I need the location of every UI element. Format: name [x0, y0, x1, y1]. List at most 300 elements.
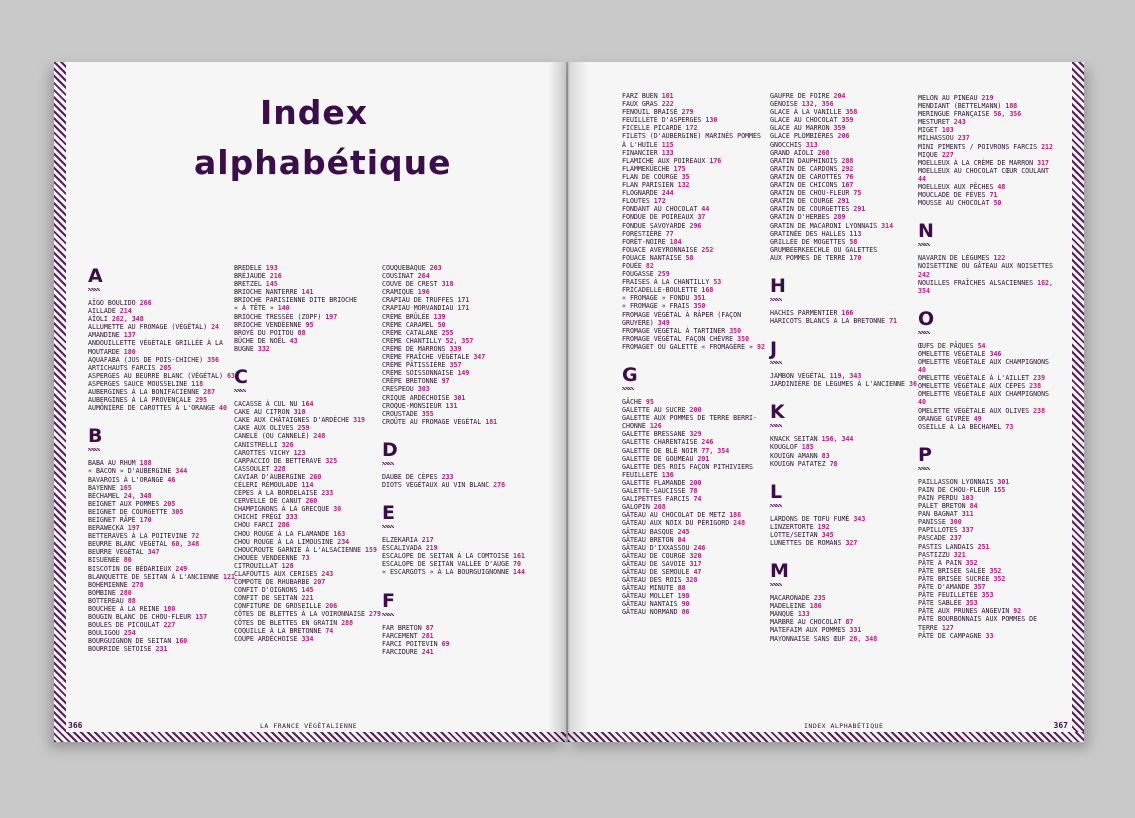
entry-page-numbers: 331 [849, 626, 862, 635]
entry-page-numbers: 141 [301, 288, 314, 297]
index-column-6 [918, 94, 1068, 640]
entry-label: CONFIT D'OIGNONS [234, 586, 298, 595]
entry-label: « ESCARGOTS » À LA BOURGUIGNONNE [382, 568, 510, 577]
entry-label: MACARONADE [770, 594, 810, 603]
entry-page-numbers: 63 [226, 371, 235, 380]
index-entry [88, 581, 234, 589]
entry-page-numbers: 328 [685, 576, 698, 585]
entry-page-numbers: 305 [171, 507, 184, 516]
entry-label: BOUCHÉE À LA REINE [88, 605, 160, 613]
entry-page-numbers: 206 [325, 602, 338, 611]
index-entry [88, 597, 234, 605]
entry-label: PÂTE FEUILLETÉE [918, 591, 978, 600]
entry-label: BEURRE BLANC VÉGÉTAL [88, 540, 168, 549]
entry-page-numbers: 227 [941, 150, 954, 159]
index-column-2 [234, 264, 380, 643]
entry-label: GÂTEAU MOLLET [622, 592, 674, 601]
section-letter-underline [88, 448, 100, 451]
index-entry [770, 460, 918, 468]
entry-page-numbers: 353 [965, 599, 978, 608]
entry-page-numbers: 352 [989, 566, 1002, 575]
entry-label: GALETTE BRESSANE [622, 430, 686, 439]
index-entry [234, 473, 380, 481]
entry-page-numbers: 73 [1005, 422, 1014, 431]
index-entry [622, 463, 768, 471]
index-entry [622, 141, 768, 149]
entry-label: BRETZEL [234, 280, 262, 289]
index-entry [88, 556, 234, 564]
section-spacer [88, 412, 234, 426]
entry-label: GRILLÉE DE MOGETTES [770, 237, 846, 246]
entry-label: COMPOTE DE RHUBARBE [234, 578, 310, 587]
section-letter: P [918, 443, 932, 466]
entry-label: FAUX GRAS [622, 100, 658, 109]
index-entry [234, 578, 380, 586]
section-letter: B [88, 425, 103, 448]
entry-label: PAN BAGNAT [918, 510, 958, 519]
index-entry [234, 280, 380, 288]
entry-label: PÂTE BRISÉE SALÉE [918, 566, 986, 575]
entry-page-numbers: 344 [175, 467, 188, 476]
section-spacer [770, 325, 918, 339]
index-entry [918, 271, 1068, 279]
index-entry [918, 143, 1068, 151]
index-entry [234, 465, 380, 473]
index-entry [382, 418, 562, 426]
entry-label: CHAMPIGNONS À LA GRECQUE [234, 505, 330, 514]
entry-page-numbers: 286 [277, 521, 290, 530]
right-page-number: 367 [1053, 721, 1068, 730]
entry-label: GALETTE DE GOUMEAU [622, 454, 694, 463]
entry-label: GALETTE DE BLÉ NOIR [622, 446, 698, 455]
index-entry [382, 377, 562, 385]
index-entry [770, 317, 918, 325]
entry-label: PANISSE [918, 518, 946, 527]
entry-page-numbers: 228 [273, 464, 286, 473]
index-entry [622, 197, 768, 205]
entry-page-numbers: 352 [965, 558, 978, 567]
entry-page-numbers: 88 [677, 584, 686, 593]
entry-page-numbers: 352 [993, 574, 1006, 583]
entry-page-numbers: 200 [689, 406, 702, 415]
entry-label: ESCALIVADA [382, 544, 422, 553]
entry-page-numbers: 346 [989, 349, 1002, 358]
entry-label: OMELETTE VÉGÉTALE AUX CHAMPIGNONS [918, 390, 1050, 399]
entry-label: BUGNE [234, 344, 254, 353]
entry-page-numbers: 50 [993, 199, 1002, 208]
entry-label: PÂTE BRISÉE SUCRÉE [918, 574, 990, 583]
index-entry [234, 272, 380, 280]
entry-label: BAYENNE [88, 483, 116, 492]
index-entry [918, 110, 1068, 118]
entry-label: OSEILLE À LA BÉCHAMEL [918, 422, 1002, 431]
index-entry [234, 513, 380, 521]
entry-label: DAUBE DE CÈPES [382, 472, 438, 481]
entry-page-numbers: 301 [997, 477, 1010, 486]
entry-page-numbers: 164 [301, 400, 314, 409]
index-entry [918, 510, 1068, 518]
index-entry [918, 199, 1068, 207]
index-entry [622, 116, 768, 124]
entry-label: CÔTES DE BLETTES À LA VOIRONNAISE [234, 610, 366, 619]
entry-page-numbers: 244 [661, 189, 674, 198]
section-letter-underline [918, 331, 930, 334]
section-spacer [770, 468, 918, 482]
entry-page-numbers: 71 [889, 317, 898, 326]
entry-page-numbers: 50 [437, 320, 446, 329]
entry-label: MERINGUE FRANÇAISE [918, 110, 990, 119]
entry-page-numbers: 319 [353, 416, 366, 425]
index-entry [622, 157, 768, 165]
index-entry [234, 619, 380, 627]
index-entry [382, 410, 562, 418]
entry-label: ALLUMETTE AU FROMAGE (VÉGÉTAL) [88, 323, 208, 332]
index-entry [770, 443, 918, 451]
entry-page-numbers: 248 [733, 519, 746, 528]
index-entry [88, 396, 234, 404]
entry-page-numbers: 186 [809, 602, 822, 611]
entry-page-numbers: 242 [918, 270, 930, 279]
entry-page-numbers: 196 [417, 288, 430, 297]
entry-page-numbers: 184 [669, 237, 682, 246]
entry-page-numbers: 128 [281, 561, 294, 570]
entry-label: NOISETTINE OU GÂTEAU AUX NOISETTES [918, 262, 1053, 271]
entry-page-numbers: 214 [119, 307, 132, 316]
index-entry [622, 438, 768, 446]
entry-label: BOURRIDE SÉTOISE [88, 645, 152, 654]
entry-label: CRAPIAU MORVANDIAU [382, 304, 454, 313]
entry-page-numbers: 291 [853, 205, 866, 214]
right-edge-stripe [1072, 62, 1084, 742]
index-entry [88, 621, 234, 629]
section-letter: F [382, 589, 395, 612]
index-entry [622, 286, 768, 294]
index-entry [622, 278, 768, 286]
entry-page-numbers: 133 [661, 148, 674, 157]
entry-label: AMANDINE [88, 331, 120, 340]
entry-label: ANDOUILLETTE VÉGÉTALE GRILLÉE À LA [88, 339, 223, 348]
entry-label: GRATIN DAUPHINOIS [770, 156, 838, 165]
entry-page-numbers: 327 [845, 539, 858, 547]
index-column-4 [622, 92, 768, 617]
entry-label: GÂTEAU MINUTE [622, 584, 674, 593]
index-entry [918, 151, 1068, 159]
index-entry [770, 594, 918, 602]
right-running-footer: INDEX ALPHABÉTIQUE [804, 722, 884, 730]
entry-label: ORANGE GIVRÉE [918, 414, 970, 423]
index-entry [234, 546, 380, 554]
entry-page-numbers: 339 [449, 344, 462, 353]
entry-page-numbers: 204 [833, 92, 846, 100]
entry-page-numbers: 140 [277, 304, 290, 313]
index-entry [382, 345, 562, 353]
entry-page-numbers: 251 [977, 542, 990, 551]
entry-label: MENDIANT (BETTELMANN) [918, 102, 1002, 111]
index-entry [622, 560, 768, 568]
entry-label: OMELETTE VÉGÉTALE AUX CÈPES [918, 382, 1026, 391]
index-entry [770, 173, 918, 181]
index-entry [234, 416, 380, 424]
left-page-number: 366 [68, 721, 83, 730]
entry-label: BEIGNET AUX POMMES [88, 499, 160, 508]
index-entry [918, 486, 1068, 494]
entry-label: CACASSE À CUL NU [234, 400, 298, 409]
entry-page-numbers: 351 [693, 294, 706, 303]
entry-label: GALETTE FLAMANDE [622, 478, 686, 487]
index-entry [88, 573, 234, 581]
entry-page-numbers: 168 [701, 286, 714, 295]
entry-page-numbers: 235 [813, 594, 826, 603]
index-entry [622, 319, 768, 327]
entry-label: CHICHI FRÉGI [234, 513, 282, 522]
entry-page-numbers: 97 [441, 377, 450, 386]
entry-page-numbers: 266 [139, 299, 152, 307]
index-entry [88, 467, 234, 475]
entry-label: HARICOTS BLANCS À LA BRETONNE [770, 317, 886, 326]
entry-page-numbers: 350 [693, 302, 706, 311]
index-entry [622, 294, 768, 302]
section-letter: J [770, 338, 778, 361]
entry-page-numbers: 301 [453, 393, 466, 402]
entry-label: GALETTE CHARENTAISE [622, 438, 698, 447]
index-entry [234, 586, 380, 594]
entry-label: PÂTÉ BOURBONNAIS AUX POMMES DE [918, 615, 1038, 624]
index-entry [88, 372, 234, 380]
index-entry [88, 356, 234, 364]
entry-label: CAROTTES VICHY [234, 448, 290, 457]
entry-label: GRAND AÏOLI [770, 148, 814, 157]
entry-label: GÂTEAU DE SEMOULE [622, 567, 690, 576]
entry-page-numbers: 238 [1029, 382, 1042, 391]
index-entry [918, 390, 1068, 398]
index-entry [382, 280, 562, 288]
index-entry [918, 126, 1068, 134]
entry-label: PÂTÉ AUX PRUNES ANGEVIN [918, 607, 1010, 616]
entry-page-numbers: 24 [211, 323, 220, 332]
entry-label: FLAN PARISIEN [622, 181, 674, 190]
entry-label: MATEFAIM AUX POMMES [770, 626, 846, 635]
entry-page-numbers: 103 [961, 494, 974, 502]
entry-page-numbers: 166 [841, 308, 854, 317]
entry-page-numbers: 101 [661, 92, 674, 100]
entry-label: KOUIGN AMANN [770, 451, 818, 460]
entry-page-numbers: 357 [973, 583, 986, 592]
index-entry [918, 279, 1068, 287]
entry-page-numbers: 69 [441, 639, 450, 648]
entry-label: GALIPETTES FARCIS [622, 495, 690, 504]
entry-label: PASTIS LANDAIS [918, 542, 974, 551]
entry-page-numbers: 318 [441, 280, 454, 289]
section-letter-underline [234, 389, 246, 392]
index-column-1 [88, 266, 234, 654]
index-entry [88, 459, 234, 467]
entry-page-numbers: 115 [661, 140, 674, 149]
index-entry [918, 583, 1068, 591]
entry-page-numbers: 311 [961, 510, 974, 519]
entry-label: TERRE [918, 623, 938, 632]
entry-page-numbers: 60, 348 [171, 540, 200, 549]
entry-label: BRIOCHE VENDÉENNE [234, 320, 302, 329]
entry-label: JAMBON VÉGÉTAL [770, 372, 826, 381]
entry-page-numbers: 212 [1041, 142, 1053, 151]
entry-label: CRÈME CATALANE [382, 328, 438, 337]
entry-page-numbers: 325 [325, 456, 338, 465]
index-entry [234, 337, 380, 345]
entry-label: AUX POMMES DE TERRE [770, 253, 846, 262]
entry-page-numbers: 289 [833, 213, 846, 222]
entry-label: AUBERGINES À LA BONIFACIENNE [88, 388, 200, 397]
entry-page-numbers: 87 [425, 623, 434, 632]
index-entry [770, 380, 918, 388]
index-entry [918, 350, 1068, 358]
section-letter-underline [770, 504, 782, 507]
index-entry [382, 296, 562, 304]
entry-label: GÂTEAU DE SAVOIE [622, 559, 686, 568]
index-entry [234, 321, 380, 329]
entry-page-numbers: 358 [845, 108, 858, 117]
entry-page-numbers: 88 [297, 328, 306, 337]
entry-page-numbers: 345 [821, 530, 834, 539]
section-letter-underline [382, 613, 394, 616]
entry-label: MOUSSE AU CHOCOLAT [918, 199, 990, 208]
index-entry [234, 635, 380, 643]
index-entry [770, 309, 918, 317]
entry-label: CAVIAR D'AUBERGINE [234, 472, 306, 481]
index-entry [918, 167, 1068, 175]
index-entry [234, 432, 380, 440]
index-entry [918, 624, 1068, 632]
entry-label: MOUTARDE [88, 347, 120, 356]
entry-page-numbers: 246 [701, 438, 714, 447]
entry-label: FRICADELLE-BOULETTE [622, 286, 698, 295]
entry-page-numbers: 186 [729, 511, 742, 520]
entry-label: CHOU ROUGE À LA LIMOUSINE [234, 537, 334, 546]
index-entry [770, 213, 918, 221]
entry-label: GALETTE AUX POMMES DE TERRE BERRI- [622, 414, 757, 423]
entry-page-numbers: 136 [661, 470, 674, 479]
index-entry [918, 262, 1068, 270]
index-entry [918, 134, 1068, 142]
entry-page-numbers: 356 [207, 355, 220, 364]
entry-page-numbers: 159 [365, 545, 377, 554]
entry-page-numbers: 88 [127, 596, 136, 605]
index-entry [382, 361, 562, 369]
entry-label: CLAFOUTIS AUX CERISES [234, 570, 318, 578]
section-letter: A [88, 265, 103, 287]
entry-label: BISUÉNÉE [88, 556, 120, 565]
index-entry [770, 205, 918, 213]
index-entry [622, 189, 768, 197]
entry-page-numbers: 233 [441, 472, 454, 481]
entry-label: FOUACE AVEYRONNAISE [622, 245, 698, 254]
section-letter: H [770, 274, 786, 297]
entry-page-numbers: 26, 348 [849, 634, 878, 643]
entry-label: AUBERGINES À LA PROVENÇALE [88, 396, 192, 405]
index-entry [88, 476, 234, 484]
entry-label: LUNETTES DE ROMANS [770, 539, 842, 547]
entry-label: OMELETTE VÉGÉTALE AUX CHAMPIGNONS [918, 357, 1050, 366]
index-entry [88, 484, 234, 492]
index-entry [382, 402, 562, 410]
entry-page-numbers: 288 [341, 618, 354, 627]
entry-label: MAYONNAISE SANS ŒUF [770, 634, 846, 643]
entry-page-numbers: 131 [445, 401, 458, 410]
entry-label: PÂTÉ DE CAMPAGNE [918, 631, 982, 640]
entry-page-numbers: 350 [729, 326, 742, 335]
entry-label: CARPACCIO DE BETTERAVE [234, 456, 322, 465]
entry-label: GALOPIN [622, 503, 650, 512]
entry-label: CROÛTE AU FROMAGE VÉGÉTAL [382, 417, 482, 426]
index-column-3 [382, 264, 562, 656]
entry-label: GÂTEAU AUX NOIX DU PÉRIGORD [622, 519, 730, 528]
entry-page-numbers: 87 [845, 618, 854, 627]
index-entry [382, 337, 562, 345]
entry-page-numbers: 279 [369, 610, 381, 619]
entry-page-numbers: 185 [801, 443, 814, 452]
entry-page-numbers: 165 [119, 483, 132, 492]
entry-label: GALETTE AU SUCRE [622, 406, 686, 415]
entry-page-numbers: 245 [677, 527, 690, 536]
entry-label: MINI PIMENTS / POIVRONS FARCIS [918, 142, 1038, 151]
entry-label: FILETS (D'AUBERGINE) MARINÉS POMMES [622, 132, 761, 141]
section-letter: N [918, 220, 934, 243]
entry-label: FARZ BUEN [622, 92, 658, 100]
entry-page-numbers: 259 [657, 270, 670, 279]
index-entry [382, 321, 562, 329]
entry-label: GÂTEAU DES ROIS [622, 576, 682, 585]
entry-label: ARTICHAUTS FARCIS [88, 363, 156, 372]
entry-label: NAVARIN DE LÉGUMES [918, 254, 990, 263]
entry-page-numbers: 47 [693, 567, 702, 576]
entry-page-numbers: 237 [949, 534, 962, 543]
entry-page-numbers: 36 [908, 380, 917, 389]
entry-label: CONFIT DE SEITAN [234, 594, 298, 603]
index-entry [770, 189, 918, 197]
section-spacer [918, 295, 1068, 309]
entry-page-numbers: 313 [805, 140, 818, 149]
index-entry [622, 398, 768, 406]
entry-page-numbers: 84 [969, 502, 978, 511]
entry-page-numbers: 76 [845, 172, 854, 181]
entry-label: GLACE AU CHOCOLAT [770, 116, 838, 125]
entry-page-numbers: 317 [1037, 158, 1050, 167]
entry-page-numbers: 77 [665, 229, 674, 238]
entry-label: « FROMAGE » FONDU [622, 294, 690, 303]
entry-label: CASSOULET [234, 464, 270, 473]
section-spacer [770, 262, 918, 276]
entry-page-numbers: 157 [195, 613, 208, 622]
entry-page-numbers: 121 [223, 572, 235, 581]
entry-page-numbers: 33 [985, 631, 994, 640]
entry-page-numbers: 295 [195, 396, 208, 405]
entry-label: MOUCLADE DE FÈVES [918, 191, 986, 200]
index-entry [622, 311, 768, 319]
entry-page-numbers: 241 [421, 647, 434, 656]
index-entry [234, 481, 380, 489]
entry-label: CÉLERI RÉMOULADE [234, 480, 298, 489]
entry-page-numbers: 137 [123, 331, 136, 340]
section-letter: D [382, 438, 398, 461]
entry-label: GÂTEAU D'IXXASSOU [622, 543, 690, 552]
entry-page-numbers: 219 [425, 544, 438, 553]
entry-page-numbers: 276 [493, 480, 506, 489]
index-entry [918, 615, 1068, 623]
entry-page-numbers: 83 [821, 451, 830, 460]
index-entry [382, 568, 562, 576]
index-entry [88, 516, 234, 524]
entry-page-numbers: 172 [685, 124, 698, 133]
index-entry [382, 313, 562, 321]
